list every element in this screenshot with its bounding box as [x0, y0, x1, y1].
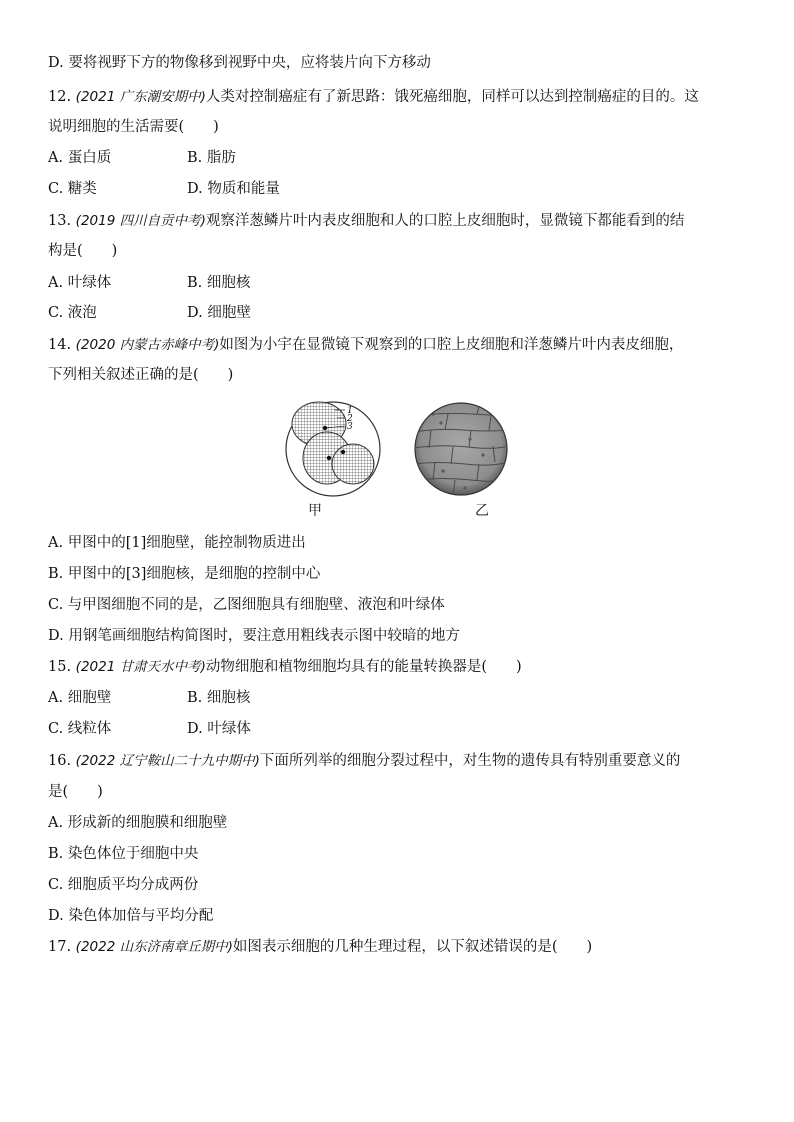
q16-option-b: B. 染色体位于细胞中央 — [48, 846, 199, 862]
q12-option-c: C. 糖类 — [48, 181, 97, 197]
q14-number: 14. — [48, 337, 72, 353]
q16-stem: 下面所列举的细胞分裂过程中，对生物的遗传具有特别重要意义的 — [259, 753, 681, 769]
q16-stem-line1 — [48, 751, 680, 771]
q14-option-a: A. 甲图中的[1]细胞壁，能控制物质进出 — [48, 535, 306, 551]
q16-number: 16. — [48, 753, 72, 769]
label-3: 3 — [347, 422, 353, 432]
q12-option-d: D. 物质和能量 — [187, 181, 280, 197]
q15-option-c: C. 线粒体 — [48, 721, 112, 737]
q17-stem-line1 — [48, 937, 592, 957]
q12-stem-line1 — [48, 87, 699, 107]
q14-stem-line2: 下列相关叙述正确的是( ) — [48, 367, 234, 383]
q12-option-b: B. 脂肪 — [187, 150, 236, 166]
q13-number: 13. — [48, 213, 72, 229]
q16-source: (2022 辽宁鞍山二十九中期中) — [75, 753, 260, 769]
q15-option-a: A. 细胞壁 — [48, 690, 112, 706]
q14-source: (2020 内蒙古赤峰中考) — [75, 337, 220, 353]
q14-option-d: D. 用钢笔画细胞结构简图时，要注意用粗线表示图中较暗的地方 — [48, 628, 460, 644]
view-yi — [413, 403, 509, 496]
q14-option-b: B. 甲图中的[3]细胞核，是细胞的控制中心 — [48, 566, 321, 582]
q13-option-d: D. 细胞壁 — [187, 305, 251, 321]
q17-source: (2022 山东济南章丘期中) — [75, 939, 233, 955]
q14-figure — [283, 394, 513, 524]
q14-stem-line1 — [48, 335, 683, 355]
q15-source: (2021 甘肃天水中考) — [75, 659, 206, 675]
caption-yi: 乙 — [475, 503, 489, 519]
q14-stem: 如图为小宇在显微镜下观察到的口腔上皮细胞和洋葱鳞片叶内表皮细胞， — [219, 337, 684, 353]
label-1: 1 — [347, 406, 353, 416]
q16-option-c: C. 细胞质平均分成两份 — [48, 877, 199, 893]
q15-option-b: B. 细胞核 — [187, 690, 251, 706]
q12-source: (2021 广东潮安期中) — [75, 89, 206, 105]
q16-option-d: D. 染色体加倍与平均分配 — [48, 908, 214, 924]
q13-option-a: A. 叶绿体 — [48, 275, 112, 291]
q12-number: 12. — [48, 89, 72, 105]
view-jia — [286, 402, 380, 496]
q13-source: (2019 四川自贡中考) — [75, 213, 206, 229]
q14-option-c: C. 与甲图细胞不同的是，乙图细胞具有细胞壁、液泡和叶绿体 — [48, 597, 445, 613]
q13-stem-line1 — [48, 211, 684, 231]
q15-stem: 动物细胞和植物细胞均具有的能量转换器是( ) — [205, 659, 522, 675]
q15-option-d: D. 叶绿体 — [187, 721, 251, 737]
q16-stem-line2: 是( ) — [48, 784, 103, 800]
q15-number: 15. — [48, 659, 72, 675]
q17-stem: 如图表示细胞的几种生理过程，以下叙述错误的是( ) — [232, 939, 593, 955]
q12-stem-line2: 说明细胞的生活需要( ) — [48, 119, 219, 135]
q15-stem-line1 — [48, 657, 522, 677]
label-2: 2 — [347, 414, 353, 424]
q13-stem: 观察洋葱鳞片叶内表皮细胞和人的口腔上皮细胞时，显微镜下都能看到的结 — [205, 213, 685, 229]
q17-number: 17. — [48, 939, 72, 955]
q12-option-a: A. 蛋白质 — [48, 150, 112, 166]
q13-option-b: B. 细胞核 — [187, 275, 251, 291]
q13-stem-line2: 构是( ) — [48, 243, 118, 259]
q16-option-a: A. 形成新的细胞膜和细胞壁 — [48, 815, 228, 831]
caption-jia: 甲 — [308, 503, 322, 519]
q13-option-c: C. 液泡 — [48, 305, 97, 321]
q11-option-d: D. 要将视野下方的物像移到视野中央，应将装片向下方移动 — [48, 55, 431, 71]
q12-stem: 人类对控制癌症有了新思路：饿死癌细胞，同样可以达到控制癌症的目的。这 — [205, 89, 699, 105]
